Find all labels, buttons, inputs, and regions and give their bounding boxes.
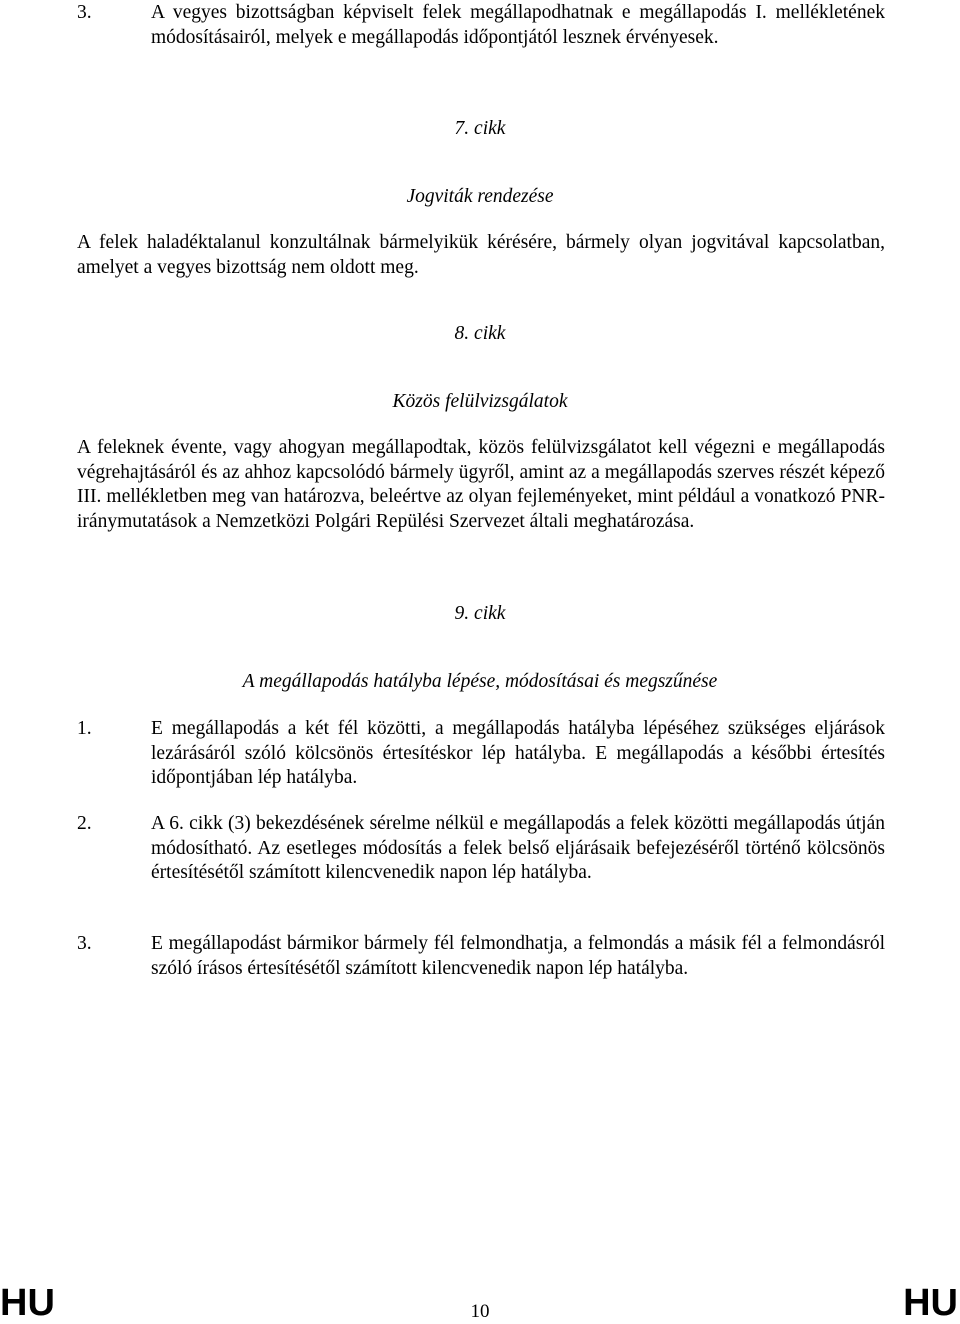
numbered-paragraph-3-top bbox=[77, 1, 885, 50]
paragraph-text: E megállapodás a két fél közötti, a megállapodás hatályba lépéséhez szükséges eljárások lezárásáról szóló kölcsönös értesítéskor lép hatályba. E megállapodás a későbbi értesítés időpontjában lép hatályba. bbox=[151, 718, 885, 788]
paragraph-text: A 6. cikk (3) bekezdésének sérelme nélkül e megállapodás a felek közötti megállapodás útján módosítható. Az esetleges módosítás a felek belső eljárásaik befejezéséről történő kölcsönös értesítésétől számított kilencvenedik napon lép hatályba. bbox=[151, 813, 885, 883]
article-7-title: Jogviták rendezése bbox=[406, 186, 554, 207]
article-9-heading: 9. cikk bbox=[454, 603, 506, 624]
article-8-heading: 8. cikk bbox=[454, 323, 506, 344]
article-9-item-2 bbox=[77, 812, 885, 886]
paragraph-number: 2. bbox=[77, 813, 92, 834]
footer-language-code-right: HU bbox=[903, 1282, 958, 1324]
article-9-item-3 bbox=[77, 932, 885, 981]
article-8-title: Közös felülvizsgálatok bbox=[392, 391, 568, 412]
article-8-body: A feleknek évente, vagy ahogyan megállapodtak, közös felülvizsgálatot kell végezni e megállapodás végrehajtásáról és az ahhoz kapcsolódó bármely ügyről, amint az a megállapodás szerves részét képező III. mellékletben meg van határozva, beleértve az olyan fejleményeket, mint például a vonatkozó PNR-iránymutatások a Nemzetközi Polgári Repülési Szervezet általi meghatározása. bbox=[77, 437, 885, 532]
page-number: 10 bbox=[470, 1301, 490, 1322]
paragraph-number: 1. bbox=[77, 718, 92, 739]
paragraph-text: E megállapodást bármikor bármely fél felmondhatja, a felmondás a másik fél a felmondásról szóló írásos értesítésétől számított kilencvenedik napon lép hatályba. bbox=[151, 933, 885, 979]
footer-language-code-left: HU bbox=[0, 1282, 55, 1324]
article-7-heading: 7. cikk bbox=[454, 118, 506, 139]
article-7-body: A felek haladéktalanul konzultálnak bármelyikük kérésére, bármely olyan jogvitával kapcsolatban, amelyet a vegyes bizottság nem oldott meg. bbox=[77, 232, 885, 278]
article-9-title: A megállapodás hatályba lépése, módosításai és megszűnése bbox=[242, 671, 718, 692]
article-9-item-1 bbox=[77, 717, 885, 791]
paragraph-number: 3. bbox=[77, 933, 92, 954]
paragraph-text: A vegyes bizottságban képviselt felek megállapodhatnak e megállapodás I. mellékletének módosításairól, melyek e megállapodás időpontjától lesznek érvényesek. bbox=[151, 2, 885, 48]
paragraph-number: 3. bbox=[77, 2, 92, 23]
